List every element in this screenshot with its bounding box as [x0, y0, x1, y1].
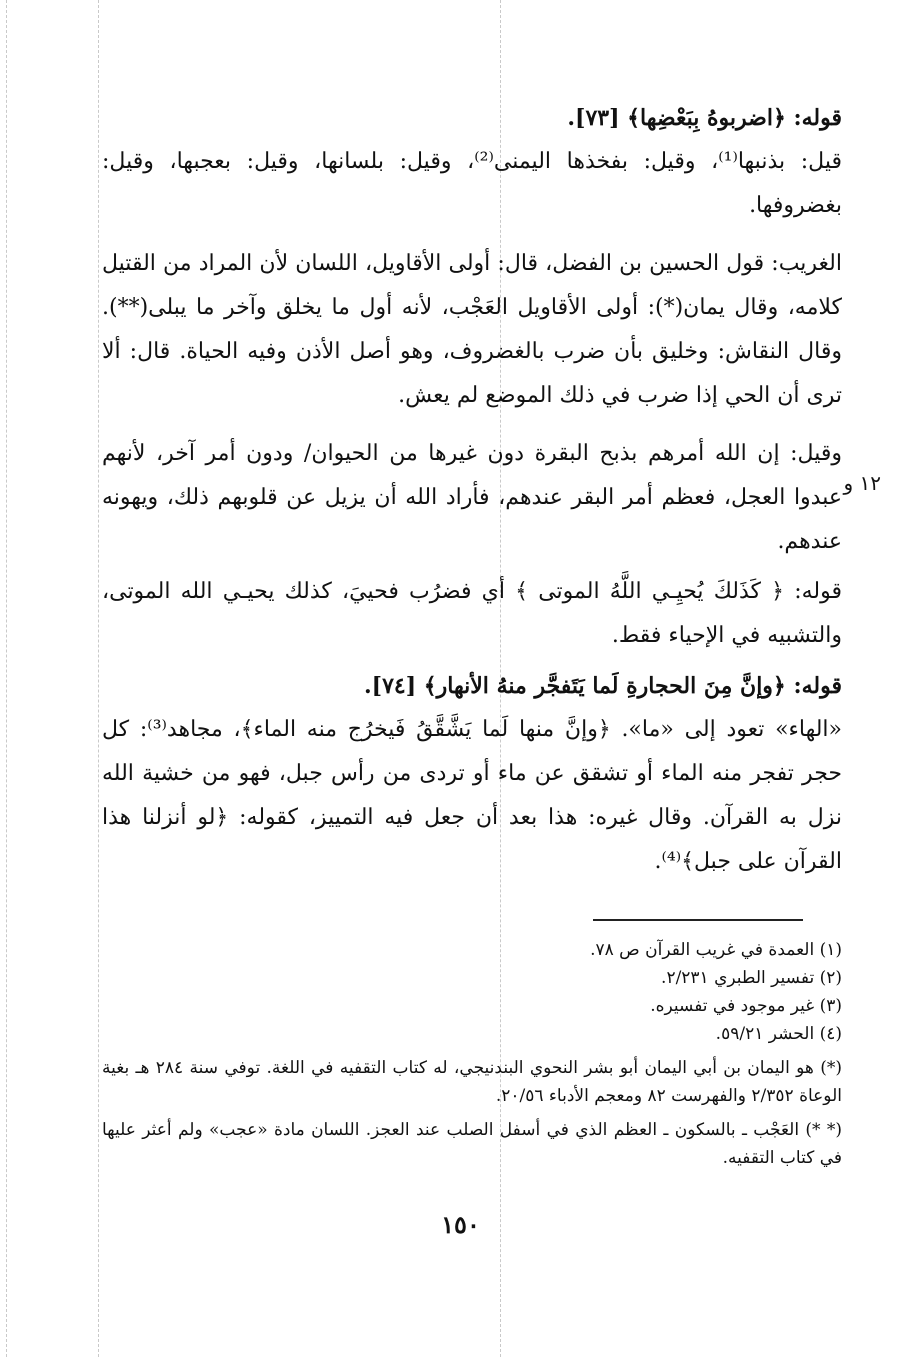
paragraph-gharib: الغريب: قول الحسين بن الفضل، قال: أولى الأقاويل، اللسان لأن المراد من القتيل كلامه، وقال يمان(*): أولى الأقاويل العَجْب، لأنه أول ما يخلق وآخر ما يبلى(**). وقال النقاش: وخليق بأن ضرب بالغضروف، وهو أصل الأذن وفيه الحياة. قال: ألا ترى أن الحي إذا ضرب في ذلك الموضع لم يعش. [102, 251, 842, 408]
margin-folio-note: ١٢ و [843, 471, 881, 495]
scan-guide-line [98, 0, 100, 1357]
paragraph-haa: «الهاء» تعود إلى «ما». ﴿وإنَّ منها لَما يَشَّقَّقُ فَيخرُج منه الماء﴾، مجاهد⁽³⁾: كل حجر تفجر منه الماء أو تشقق عن ماء أو تردى من رأس جبل، فهو من خشية الله نزل به القرآن. وقال غيره: هذا بعد أن جعل فيه التمييز، كقوله: ﴿لو أنزلنا هذا القرآن على جبل﴾⁽⁴⁾. [102, 717, 842, 874]
page-number: ١٥٠ [441, 1210, 480, 1239]
paragraph-baqara: وقيل: إن الله أمرهم بذبح البقرة دون غيرها من الحيوان/ ودون أمر آخر، لأنهم عبدوا العجل، فعظم أمر البقر عندهم، فأراد الله أن يزيل عن قلوبهم ذلك، ويهونه عندهم. [102, 441, 842, 554]
footnote-star: (*) هو اليمان بن أبي اليمان أبو بشر النحوي البندنيجي، له كتاب التقفيه في اللغة. توفي سنة ٢٨٤ هـ بغية الوعاة ٢/٣٥٢ والفهرست ٨٢ ومعجم الأدباء ٢٠/٥٦. [102, 1058, 842, 1106]
footnotes [102, 936, 842, 1172]
footnote-4: (٤) الحشر ٥٩/٢١. [715, 1024, 842, 1044]
footnote-double-star: (* *) العَجْب ـ بالسكون ـ العظم الذي في أسفل الصلب عند العجز. اللسان مادة «عجب» ولم أعثر عليها في كتاب التقفيه. [102, 1120, 842, 1168]
paragraph-verse-73: قوله: ﴿اضربوهُ بِبَعْضِها﴾ [٧٣]. [567, 105, 842, 131]
paragraph-kadhalika: قوله: ﴿ كَذَلكَ يُحيِـي اللَّهُ الموتى ﴾ أي فضرُب فحييَ، كذلك يحيـي الله الموتى، والتشبيه في الإحياء فقط. [102, 579, 842, 648]
footnote-separator [593, 919, 803, 921]
scan-guide-line [6, 0, 8, 1357]
footnote-1: (١) العمدة في غريب القرآن ص ٧٨. [590, 940, 842, 960]
footnote-2: (٢) تفسير الطبري ٢/٢٣١. [661, 968, 842, 988]
paragraph-qil: قيل: بذنبها⁽¹⁾، وقيل: بفخذها اليمنى⁽²⁾، وقيل: بلسانها، وقيل: بعجبها، وقيل: بغضروفها. [102, 149, 842, 218]
main-text [102, 96, 842, 884]
footnote-3: (٣) غير موجود في تفسيره. [650, 996, 842, 1016]
paragraph-verse-74: قوله: ﴿وإنَّ مِنَ الحجارةِ لَما يَتَفجَّر منهُ الأنهار﴾ [٧٤]. [363, 673, 842, 699]
